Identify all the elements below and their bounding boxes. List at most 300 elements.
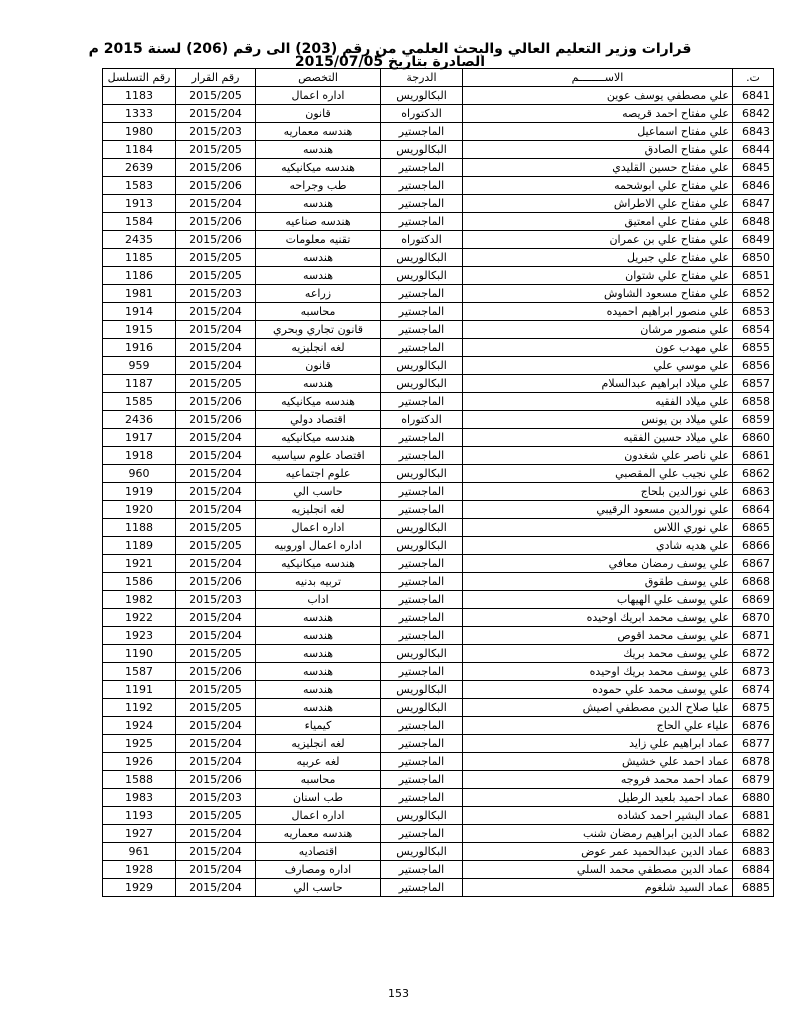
cell-serial: 1588	[103, 771, 176, 789]
cell-specialty: تقنيه معلومات	[256, 231, 381, 249]
cell-degree: الماجستير	[381, 195, 463, 213]
cell-serial: 1928	[103, 861, 176, 879]
cell-serial: 1926	[103, 753, 176, 771]
table-row	[103, 213, 774, 231]
cell-name: علي مفتاح حسين القليدي	[463, 159, 733, 177]
cell-name: علي مفتاح علي امعتيق	[463, 213, 733, 231]
cell-name: عماد السيد شلغوم	[463, 879, 733, 897]
cell-degree: الماجستير	[381, 177, 463, 195]
cell-serial: 1925	[103, 735, 176, 753]
cell-degree: البكالوريس	[381, 87, 463, 105]
cell-specialty: اداره اعمال اوروبيه	[256, 537, 381, 555]
cell-name: علي نورالدين مسعود الرقيبي	[463, 501, 733, 519]
cell-name: علي يوسف طقوق	[463, 573, 733, 591]
cell-no: 6854	[733, 321, 774, 339]
cell-specialty: هندسه	[256, 267, 381, 285]
table-row	[103, 591, 774, 609]
cell-degree: الماجستير	[381, 393, 463, 411]
cell-no: 6880	[733, 789, 774, 807]
cell-specialty: علوم اجتماعيه	[256, 465, 381, 483]
table-body	[103, 87, 774, 897]
cell-name: علي نجيب علي المقصبي	[463, 465, 733, 483]
cell-serial: 1587	[103, 663, 176, 681]
cell-no: 6874	[733, 681, 774, 699]
cell-no: 6848	[733, 213, 774, 231]
cell-name: عماد الدين ابراهيم رمضان شنب	[463, 825, 733, 843]
cell-serial: 1917	[103, 429, 176, 447]
cell-no: 6862	[733, 465, 774, 483]
cell-specialty: طب وجراحه	[256, 177, 381, 195]
cell-no: 6875	[733, 699, 774, 717]
cell-specialty: اداره ومصارف	[256, 861, 381, 879]
table-row	[103, 807, 774, 825]
cell-decision: 2015/204	[176, 339, 256, 357]
cell-no: 6871	[733, 627, 774, 645]
cell-no: 6882	[733, 825, 774, 843]
cell-specialty: هندسه	[256, 609, 381, 627]
cell-degree: الماجستير	[381, 663, 463, 681]
cell-decision: 2015/204	[176, 879, 256, 897]
cell-no: 6869	[733, 591, 774, 609]
cell-decision: 2015/204	[176, 501, 256, 519]
table-row	[103, 159, 774, 177]
cell-serial: 1929	[103, 879, 176, 897]
cell-serial: 1981	[103, 285, 176, 303]
cell-degree: الماجستير	[381, 573, 463, 591]
cell-name: علي مفتاح علي ابوشحمه	[463, 177, 733, 195]
header-degree: الدرجة	[381, 69, 463, 87]
cell-degree: الماجستير	[381, 861, 463, 879]
cell-degree: الماجستير	[381, 213, 463, 231]
cell-specialty: هندسه	[256, 663, 381, 681]
cell-degree: الماجستير	[381, 735, 463, 753]
cell-specialty: هندسه	[256, 141, 381, 159]
cell-serial: 1920	[103, 501, 176, 519]
cell-name: علي مفتاح الصادق	[463, 141, 733, 159]
cell-degree: البكالوريس	[381, 267, 463, 285]
cell-name: علي يوسف علي الهيهاب	[463, 591, 733, 609]
table-row	[103, 879, 774, 897]
table-row	[103, 141, 774, 159]
cell-degree: الماجستير	[381, 447, 463, 465]
cell-degree: الدكتوراه	[381, 105, 463, 123]
cell-name: علي ميلاد حسين الفقيه	[463, 429, 733, 447]
cell-name: عماد احميد بلعيد الرطيل	[463, 789, 733, 807]
results-table	[102, 68, 774, 897]
table-row	[103, 267, 774, 285]
cell-no: 6864	[733, 501, 774, 519]
cell-decision: 2015/205	[176, 249, 256, 267]
cell-decision: 2015/203	[176, 285, 256, 303]
cell-name: علي منصور ابراهيم احميده	[463, 303, 733, 321]
cell-serial: 1923	[103, 627, 176, 645]
table-row	[103, 231, 774, 249]
cell-serial: 1585	[103, 393, 176, 411]
table-row	[103, 735, 774, 753]
cell-degree: الماجستير	[381, 303, 463, 321]
cell-name: علي مفتاح اسماعيل	[463, 123, 733, 141]
cell-decision: 2015/205	[176, 141, 256, 159]
cell-degree: البكالوريس	[381, 843, 463, 861]
table-row	[103, 177, 774, 195]
cell-degree: الماجستير	[381, 483, 463, 501]
page-number: 153	[388, 987, 409, 1000]
cell-serial: 1584	[103, 213, 176, 231]
cell-decision: 2015/206	[176, 177, 256, 195]
cell-serial: 1192	[103, 699, 176, 717]
header-decision: رقم القرار	[176, 69, 256, 87]
table-row	[103, 825, 774, 843]
cell-specialty: حاسب الي	[256, 483, 381, 501]
cell-serial: 1919	[103, 483, 176, 501]
cell-no: 6852	[733, 285, 774, 303]
cell-name: علي ميلاد ابراهيم عبدالسلام	[463, 375, 733, 393]
cell-specialty: هندسه معماريه	[256, 825, 381, 843]
cell-serial: 1983	[103, 789, 176, 807]
cell-specialty: اقتصاد دولي	[256, 411, 381, 429]
cell-degree: الماجستير	[381, 429, 463, 447]
cell-specialty: هندسه	[256, 627, 381, 645]
table-row	[103, 447, 774, 465]
cell-serial: 2435	[103, 231, 176, 249]
cell-specialty: هندسه	[256, 375, 381, 393]
cell-serial: 1193	[103, 807, 176, 825]
cell-serial: 1186	[103, 267, 176, 285]
cell-decision: 2015/205	[176, 375, 256, 393]
cell-specialty: هندسه	[256, 645, 381, 663]
cell-serial: 1927	[103, 825, 176, 843]
cell-specialty: هندسه معماريه	[256, 123, 381, 141]
cell-no: 6873	[733, 663, 774, 681]
table-row	[103, 105, 774, 123]
cell-specialty: هندسه ميكانيكيه	[256, 393, 381, 411]
table-row	[103, 519, 774, 537]
cell-decision: 2015/206	[176, 573, 256, 591]
cell-decision: 2015/204	[176, 825, 256, 843]
cell-no: 6850	[733, 249, 774, 267]
header-name: الاســــــــم	[463, 69, 733, 87]
cell-specialty: اداب	[256, 591, 381, 609]
cell-decision: 2015/206	[176, 159, 256, 177]
cell-decision: 2015/204	[176, 753, 256, 771]
cell-serial: 1189	[103, 537, 176, 555]
cell-degree: الماجستير	[381, 321, 463, 339]
cell-degree: الماجستير	[381, 501, 463, 519]
cell-specialty: هندسه	[256, 195, 381, 213]
cell-serial: 1980	[103, 123, 176, 141]
cell-specialty: زراعه	[256, 285, 381, 303]
cell-name: عماد البشير احمد كشاده	[463, 807, 733, 825]
cell-serial: 959	[103, 357, 176, 375]
cell-degree: البكالوريس	[381, 141, 463, 159]
cell-no: 6855	[733, 339, 774, 357]
cell-no: 6860	[733, 429, 774, 447]
cell-serial: 1190	[103, 645, 176, 663]
cell-decision: 2015/204	[176, 483, 256, 501]
table-row	[103, 753, 774, 771]
cell-no: 6867	[733, 555, 774, 573]
cell-no: 6879	[733, 771, 774, 789]
cell-degree: الدكتوراه	[381, 231, 463, 249]
cell-name: علي مفتاح علي بن عمران	[463, 231, 733, 249]
cell-degree: البكالوريس	[381, 519, 463, 537]
cell-specialty: هندسه	[256, 681, 381, 699]
cell-decision: 2015/204	[176, 609, 256, 627]
cell-no: 6884	[733, 861, 774, 879]
cell-no: 6843	[733, 123, 774, 141]
cell-no: 6868	[733, 573, 774, 591]
cell-no: 6866	[733, 537, 774, 555]
cell-specialty: هندسه ميكانيكيه	[256, 159, 381, 177]
cell-no: 6844	[733, 141, 774, 159]
cell-specialty: هندسه صناعيه	[256, 213, 381, 231]
cell-serial: 2436	[103, 411, 176, 429]
cell-decision: 2015/205	[176, 645, 256, 663]
table-row	[103, 87, 774, 105]
cell-degree: البكالوريس	[381, 465, 463, 483]
cell-decision: 2015/204	[176, 195, 256, 213]
cell-name: علي مهدب عون	[463, 339, 733, 357]
cell-degree: الماجستير	[381, 627, 463, 645]
cell-serial: 1916	[103, 339, 176, 357]
cell-specialty: لغه انجليزيه	[256, 501, 381, 519]
cell-degree: الماجستير	[381, 771, 463, 789]
cell-name: علي ناصر علي شغدون	[463, 447, 733, 465]
table-row	[103, 357, 774, 375]
cell-name: علي ميلاد الفقيه	[463, 393, 733, 411]
cell-specialty: اقتصاد علوم سياسيه	[256, 447, 381, 465]
cell-decision: 2015/204	[176, 861, 256, 879]
cell-specialty: اقتصاديه	[256, 843, 381, 861]
cell-name: علي ميلاد بن يونس	[463, 411, 733, 429]
cell-name: علي هديه شادي	[463, 537, 733, 555]
cell-no: 6859	[733, 411, 774, 429]
cell-name: عماد الدين عبدالحميد عمر عوض	[463, 843, 733, 861]
cell-serial: 1918	[103, 447, 176, 465]
cell-degree: الماجستير	[381, 123, 463, 141]
cell-name: علي مفتاح علي الاطراش	[463, 195, 733, 213]
cell-name: علي منصور مرشان	[463, 321, 733, 339]
cell-decision: 2015/206	[176, 663, 256, 681]
cell-serial: 1183	[103, 87, 176, 105]
document-title: قرارات وزير التعليم العالي والبحث العلمي من رقم (203) الى رقم (206) لسنة 2015 م الصادرة بتاريخ 2015/07/05	[88, 41, 692, 70]
cell-decision: 2015/206	[176, 771, 256, 789]
table-row	[103, 339, 774, 357]
cell-no: 6858	[733, 393, 774, 411]
cell-no: 6856	[733, 357, 774, 375]
cell-degree: البكالوريس	[381, 357, 463, 375]
cell-name: علي موسي علي	[463, 357, 733, 375]
cell-decision: 2015/204	[176, 321, 256, 339]
table-row	[103, 861, 774, 879]
cell-serial: 1184	[103, 141, 176, 159]
cell-decision: 2015/206	[176, 213, 256, 231]
cell-serial: 1188	[103, 519, 176, 537]
cell-no: 6847	[733, 195, 774, 213]
cell-specialty: لغه انجليزيه	[256, 735, 381, 753]
table-row	[103, 699, 774, 717]
cell-decision: 2015/204	[176, 357, 256, 375]
cell-decision: 2015/205	[176, 519, 256, 537]
cell-name: عليا صلاح الدين مصطفي اصيش	[463, 699, 733, 717]
cell-name: علي يوسف رمضان معافي	[463, 555, 733, 573]
cell-serial: 961	[103, 843, 176, 861]
table-row	[103, 303, 774, 321]
cell-degree: الماجستير	[381, 609, 463, 627]
cell-serial: 1915	[103, 321, 176, 339]
cell-no: 6857	[733, 375, 774, 393]
cell-decision: 2015/205	[176, 699, 256, 717]
table-row	[103, 285, 774, 303]
cell-no: 6865	[733, 519, 774, 537]
table-row	[103, 321, 774, 339]
cell-name: علي مصطفي يوسف عوين	[463, 87, 733, 105]
cell-decision: 2015/204	[176, 447, 256, 465]
cell-no: 6849	[733, 231, 774, 249]
cell-specialty: محاسبه	[256, 771, 381, 789]
cell-no: 6877	[733, 735, 774, 753]
cell-degree: البكالوريس	[381, 645, 463, 663]
table-row	[103, 645, 774, 663]
cell-name: علي مفتاح احمد قريصه	[463, 105, 733, 123]
cell-decision: 2015/206	[176, 411, 256, 429]
cell-serial: 1924	[103, 717, 176, 735]
cell-degree: البكالوريس	[381, 699, 463, 717]
cell-name: علياء علي الحاج	[463, 717, 733, 735]
cell-decision: 2015/204	[176, 555, 256, 573]
table-row	[103, 843, 774, 861]
cell-specialty: اداره اعمال	[256, 87, 381, 105]
cell-specialty: اداره اعمال	[256, 519, 381, 537]
cell-decision: 2015/204	[176, 627, 256, 645]
cell-no: 6841	[733, 87, 774, 105]
table-row	[103, 123, 774, 141]
table-row	[103, 609, 774, 627]
cell-decision: 2015/206	[176, 231, 256, 249]
cell-decision: 2015/205	[176, 537, 256, 555]
header-specialty: التخصص	[256, 69, 381, 87]
cell-no: 6878	[733, 753, 774, 771]
table-row	[103, 771, 774, 789]
cell-degree: الماجستير	[381, 753, 463, 771]
cell-no: 6853	[733, 303, 774, 321]
cell-decision: 2015/204	[176, 105, 256, 123]
header-no: ت.	[733, 69, 774, 87]
cell-specialty: هندسه ميكانيكيه	[256, 555, 381, 573]
cell-decision: 2015/205	[176, 87, 256, 105]
cell-specialty: لغه انجليزيه	[256, 339, 381, 357]
cell-no: 6872	[733, 645, 774, 663]
cell-specialty: قانون	[256, 357, 381, 375]
cell-name: علي يوسف محمد ابريك اوحيده	[463, 609, 733, 627]
cell-no: 6845	[733, 159, 774, 177]
cell-decision: 2015/204	[176, 303, 256, 321]
cell-specialty: تربيه بدنيه	[256, 573, 381, 591]
table-row	[103, 663, 774, 681]
cell-decision: 2015/204	[176, 843, 256, 861]
cell-no: 6883	[733, 843, 774, 861]
cell-degree: الماجستير	[381, 717, 463, 735]
table-header-row	[103, 69, 774, 87]
cell-serial: 1187	[103, 375, 176, 393]
cell-degree: الماجستير	[381, 591, 463, 609]
cell-decision: 2015/203	[176, 591, 256, 609]
cell-specialty: محاسبه	[256, 303, 381, 321]
cell-name: عماد ابراهيم علي زايد	[463, 735, 733, 753]
cell-decision: 2015/205	[176, 681, 256, 699]
cell-serial: 1333	[103, 105, 176, 123]
cell-serial: 1914	[103, 303, 176, 321]
cell-no: 6885	[733, 879, 774, 897]
header-serial: رقم التسلسل	[103, 69, 176, 87]
table-row	[103, 465, 774, 483]
cell-name: عماد احمد محمد فروجه	[463, 771, 733, 789]
cell-degree: البكالوريس	[381, 537, 463, 555]
cell-specialty: قانون	[256, 105, 381, 123]
cell-name: علي يوسف محمد علي حموده	[463, 681, 733, 699]
cell-serial: 960	[103, 465, 176, 483]
cell-serial: 2639	[103, 159, 176, 177]
cell-serial: 1586	[103, 573, 176, 591]
cell-name: علي نورالدين بلحاج	[463, 483, 733, 501]
cell-serial: 1913	[103, 195, 176, 213]
table-row	[103, 681, 774, 699]
table-row	[103, 375, 774, 393]
cell-degree: الدكتوراه	[381, 411, 463, 429]
cell-name: علي يوسف محمد بريك اوحيده	[463, 663, 733, 681]
cell-serial: 1185	[103, 249, 176, 267]
cell-degree: الماجستير	[381, 825, 463, 843]
cell-name: عماد احمد علي خشيش	[463, 753, 733, 771]
cell-serial: 1583	[103, 177, 176, 195]
cell-degree: البكالوريس	[381, 249, 463, 267]
cell-decision: 2015/204	[176, 735, 256, 753]
cell-degree: الماجستير	[381, 285, 463, 303]
cell-specialty: كيمياء	[256, 717, 381, 735]
cell-specialty: حاسب الي	[256, 879, 381, 897]
cell-specialty: هندسه	[256, 699, 381, 717]
table-row	[103, 195, 774, 213]
cell-specialty: لغه عربيه	[256, 753, 381, 771]
cell-degree: الماجستير	[381, 339, 463, 357]
table-row	[103, 429, 774, 447]
cell-decision: 2015/204	[176, 429, 256, 447]
cell-degree: البكالوريس	[381, 681, 463, 699]
cell-degree: الماجستير	[381, 879, 463, 897]
table-row	[103, 789, 774, 807]
cell-specialty: طب اسنان	[256, 789, 381, 807]
table-row	[103, 249, 774, 267]
table-row	[103, 483, 774, 501]
cell-no: 6851	[733, 267, 774, 285]
table-row	[103, 573, 774, 591]
cell-specialty: هندسه ميكانيكيه	[256, 429, 381, 447]
cell-decision: 2015/206	[176, 393, 256, 411]
cell-no: 6870	[733, 609, 774, 627]
cell-serial: 1982	[103, 591, 176, 609]
cell-serial: 1922	[103, 609, 176, 627]
cell-name: علي مفتاح مسعود الشاوش	[463, 285, 733, 303]
table-row	[103, 411, 774, 429]
table-row	[103, 537, 774, 555]
cell-name: علي مفتاح علي جبريل	[463, 249, 733, 267]
cell-no: 6881	[733, 807, 774, 825]
cell-decision: 2015/205	[176, 267, 256, 285]
cell-no: 6876	[733, 717, 774, 735]
cell-degree: البكالوريس	[381, 375, 463, 393]
cell-name: علي يوسف محمد بريك	[463, 645, 733, 663]
table-row	[103, 393, 774, 411]
